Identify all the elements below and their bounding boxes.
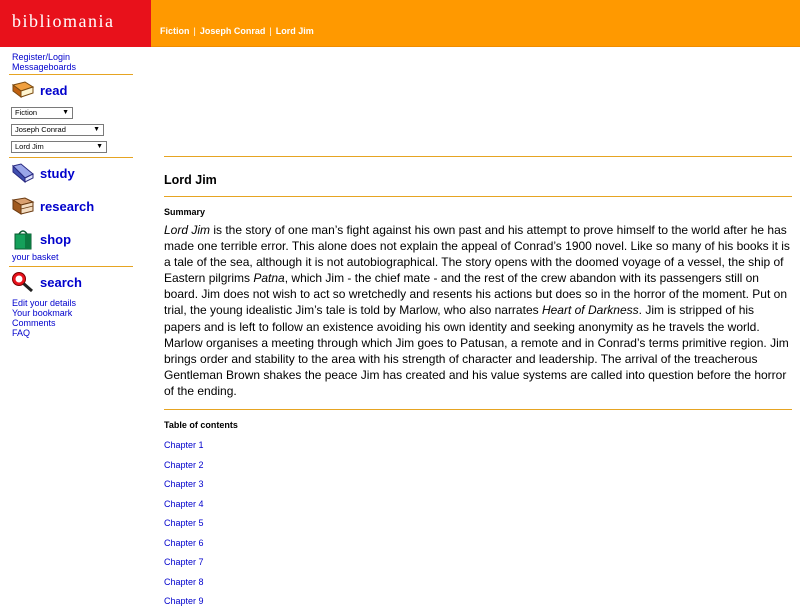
header-bar xyxy=(151,0,800,47)
chapter-link[interactable]: Chapter 9 xyxy=(164,596,204,607)
page-title: Lord Jim xyxy=(164,173,217,187)
sidebar xyxy=(0,47,140,600)
chapter-link[interactable]: Chapter 2 xyxy=(164,459,204,470)
chapter-link[interactable]: Chapter 1 xyxy=(164,440,204,451)
register-login-link[interactable]: Register/Login xyxy=(12,52,71,62)
summary-part-1: Lord Jim xyxy=(164,223,211,237)
chapter-link[interactable]: Chapter 4 xyxy=(164,498,204,509)
chapter-link[interactable]: Chapter 5 xyxy=(164,518,204,529)
summary-part-5: Heart of Darkness xyxy=(541,303,639,318)
summary-part-2: is the story of one man’s fight against his own past and his attempt to prove himself to the world after he has made one terrible error. This alone does not explain the appeal of Conrad’s 1900 novel. Like so many of his books it is a tale of the sea, although it is not autobiographical. The story opens with the doomed voyage of a vessel, the ship of Eastern pilgrims xyxy=(164,223,790,286)
breadcrumb-fiction[interactable]: Fiction xyxy=(160,26,190,36)
summary-heading: Summary xyxy=(164,207,206,217)
edit-details-link[interactable]: Edit your details xyxy=(12,298,77,308)
breadcrumb-joseph-conrad[interactable]: Joseph Conrad xyxy=(199,26,266,36)
author-select-value: Joseph Conrad xyxy=(15,125,66,134)
toc-heading: Table of contents xyxy=(164,420,238,431)
category-select-value: Fiction xyxy=(15,108,38,117)
logo[interactable] xyxy=(0,0,151,47)
shop-link[interactable]: shop xyxy=(40,232,72,247)
magnifier-icon xyxy=(11,271,35,293)
title-select-value: Lord Jim xyxy=(15,142,44,151)
chevron-down-icon: ▼ xyxy=(93,126,100,133)
chapter-link[interactable]: Chapter 6 xyxy=(164,537,204,548)
ad-space xyxy=(164,47,792,156)
logo-text: bibliomania xyxy=(12,11,115,31)
chapter-link[interactable]: Chapter 3 xyxy=(164,479,204,490)
chevron-down-icon: ▼ xyxy=(96,143,103,150)
search-link[interactable]: search xyxy=(40,275,82,290)
your-basket-link[interactable]: your basket xyxy=(12,252,59,262)
read-link[interactable]: read xyxy=(40,83,68,98)
books-stack-icon xyxy=(11,195,35,217)
summary-part-6: . Jim is stripped of his papers and is left to follow an existence avoiding his own identity and seeking anonymity as he travels the world. Marlow organises a meeting through which Jim goes to Patusan, a remote and in Conrad’s terms primitive region. Jim brings order and stability to the area with his strength of character and leadership. The arrival of the treacherous Gentleman Brown shakes the peace Jim has created and his value systems are called into question before the horror of the ending. xyxy=(164,303,789,398)
comments-link[interactable]: Comments xyxy=(12,318,56,328)
messageboards-link[interactable]: Messageboards xyxy=(12,62,77,72)
study-book-icon xyxy=(11,162,35,184)
research-link[interactable]: research xyxy=(40,199,95,214)
chapter-link[interactable]: Chapter 8 xyxy=(164,576,204,587)
research-section xyxy=(0,191,140,219)
chapter-link[interactable]: Chapter 7 xyxy=(164,557,204,568)
category-select[interactable] xyxy=(11,107,73,119)
shop-section xyxy=(0,224,140,252)
chevron-down-icon: ▼ xyxy=(62,109,69,116)
bookmark-link[interactable]: Your bookmark xyxy=(12,308,73,318)
main-content xyxy=(164,47,792,616)
summary-text xyxy=(164,222,792,399)
study-link[interactable]: study xyxy=(40,166,75,181)
author-select[interactable] xyxy=(11,124,104,136)
breadcrumb-lord-jim[interactable]: Lord Jim xyxy=(275,26,314,36)
breadcrumb: Fiction | Joseph Conrad | Lord Jim xyxy=(160,26,314,36)
faq-link[interactable]: FAQ xyxy=(12,328,31,338)
search-section xyxy=(0,267,140,297)
read-section xyxy=(0,75,140,103)
book-icon xyxy=(11,79,35,101)
chapter-list xyxy=(164,440,792,616)
summary-part-3: Patna xyxy=(253,271,285,286)
shopping-bag-icon xyxy=(11,228,35,250)
title-select[interactable] xyxy=(11,141,107,153)
study-section xyxy=(0,158,140,186)
summary-part-4: , which Jim - the chief mate - and the rest of the crew abandon with its passengers still on board. Jim does not wish to act so wretchedly and resents his actions but does so in the horror of the moment. Put on trial, the young idealistic Jim’s tale is told by Marlow, who also narrates xyxy=(164,271,787,318)
